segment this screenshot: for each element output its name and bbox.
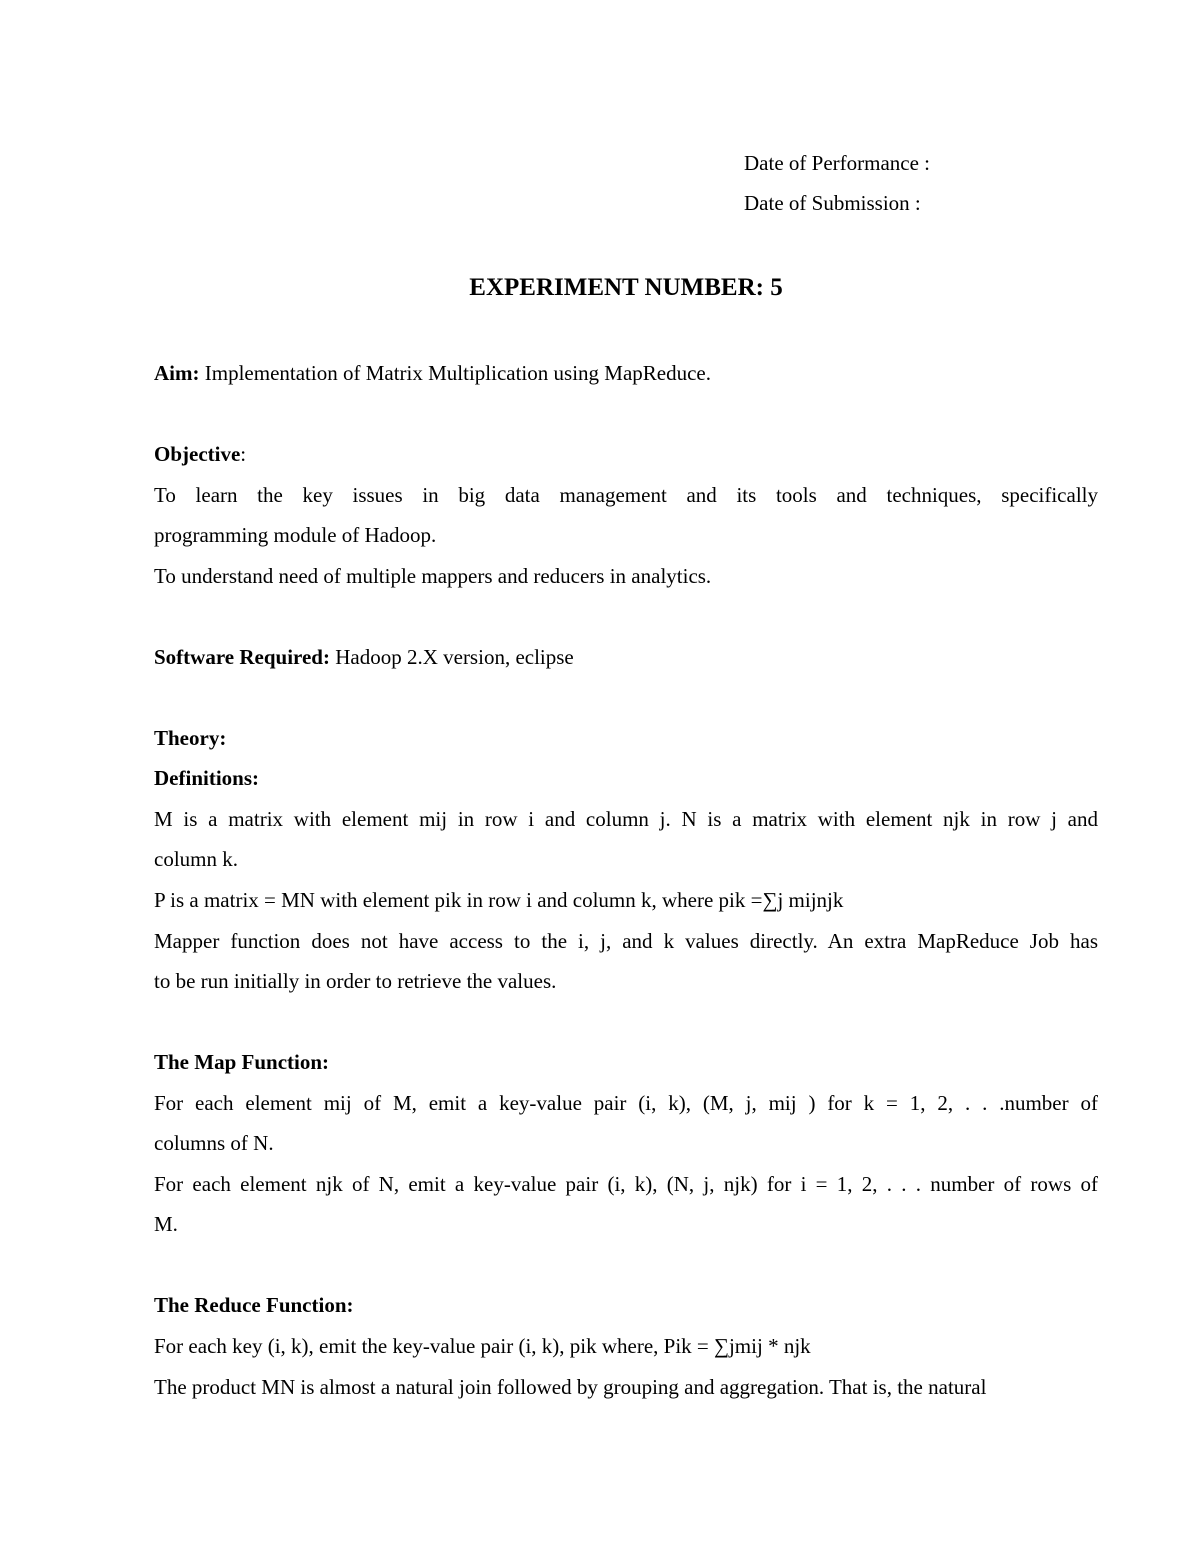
date-of-submission: Date of Submission :: [744, 191, 921, 215]
map-function-heading: The Map Function:: [154, 1050, 330, 1074]
reduce-function-heading: The Reduce Function:: [154, 1293, 354, 1317]
theory-line-2: column k.: [154, 847, 238, 871]
map-function-line-3: For each element njk of N, emit a key-value pair (i, k), (N, j, njk) for i = 1, 2, . . . number of rows of: [154, 1172, 1098, 1196]
software-text: Hadoop 2.X version, eclipse: [329, 645, 574, 669]
theory-line-5: to be run initially in order to retrieve the values.: [154, 969, 557, 993]
aim-paragraph: [154, 360, 1098, 386]
software-label: Software Required:: [154, 645, 330, 669]
map-function-line-4: M.: [154, 1212, 178, 1236]
objective-line-1: To learn the key issues in big data management and its tools and techniques, specifically: [154, 483, 1098, 507]
objective-heading: Objective: [154, 442, 241, 466]
aim-label: Aim:: [154, 361, 200, 385]
reduce-function-line-2: The product MN is almost a natural join followed by grouping and aggregation. That is, the natural: [154, 1375, 987, 1399]
map-function-line-2: columns of N.: [154, 1131, 274, 1155]
definitions-heading: Definitions:: [154, 766, 259, 790]
map-function-line-1: For each element mij of M, emit a key-value pair (i, k), (M, j, mij ) for k = 1, 2, . . .number of: [154, 1091, 1098, 1115]
objective-heading-line: [154, 441, 1098, 467]
software-paragraph: [154, 644, 1098, 670]
theory-heading: Theory:: [154, 726, 227, 750]
theory-line-4: Mapper function does not have access to the i, j, and k values directly. An extra MapReduce Job has: [154, 929, 1098, 953]
objective-line-3: To understand need of multiple mappers and reducers in analytics.: [154, 564, 712, 588]
objective-colon: :: [240, 442, 247, 466]
date-of-performance: Date of Performance :: [744, 151, 930, 175]
reduce-function-line-1: For each key (i, k), emit the key-value pair (i, k), pik where, Pik = ∑jmij * njk: [154, 1334, 811, 1358]
theory-line-3: P is a matrix = MN with element pik in row i and column k, where pik =∑j mijnjk: [154, 888, 844, 912]
theory-line-1: M is a matrix with element mij in row i and column j. N is a matrix with element njk in row j and: [154, 807, 1098, 831]
aim-text: Implementation of Matrix Multiplication using MapReduce.: [199, 361, 711, 385]
experiment-title: EXPERIMENT NUMBER: 5: [469, 274, 783, 301]
objective-line-2: programming module of Hadoop.: [154, 523, 437, 547]
